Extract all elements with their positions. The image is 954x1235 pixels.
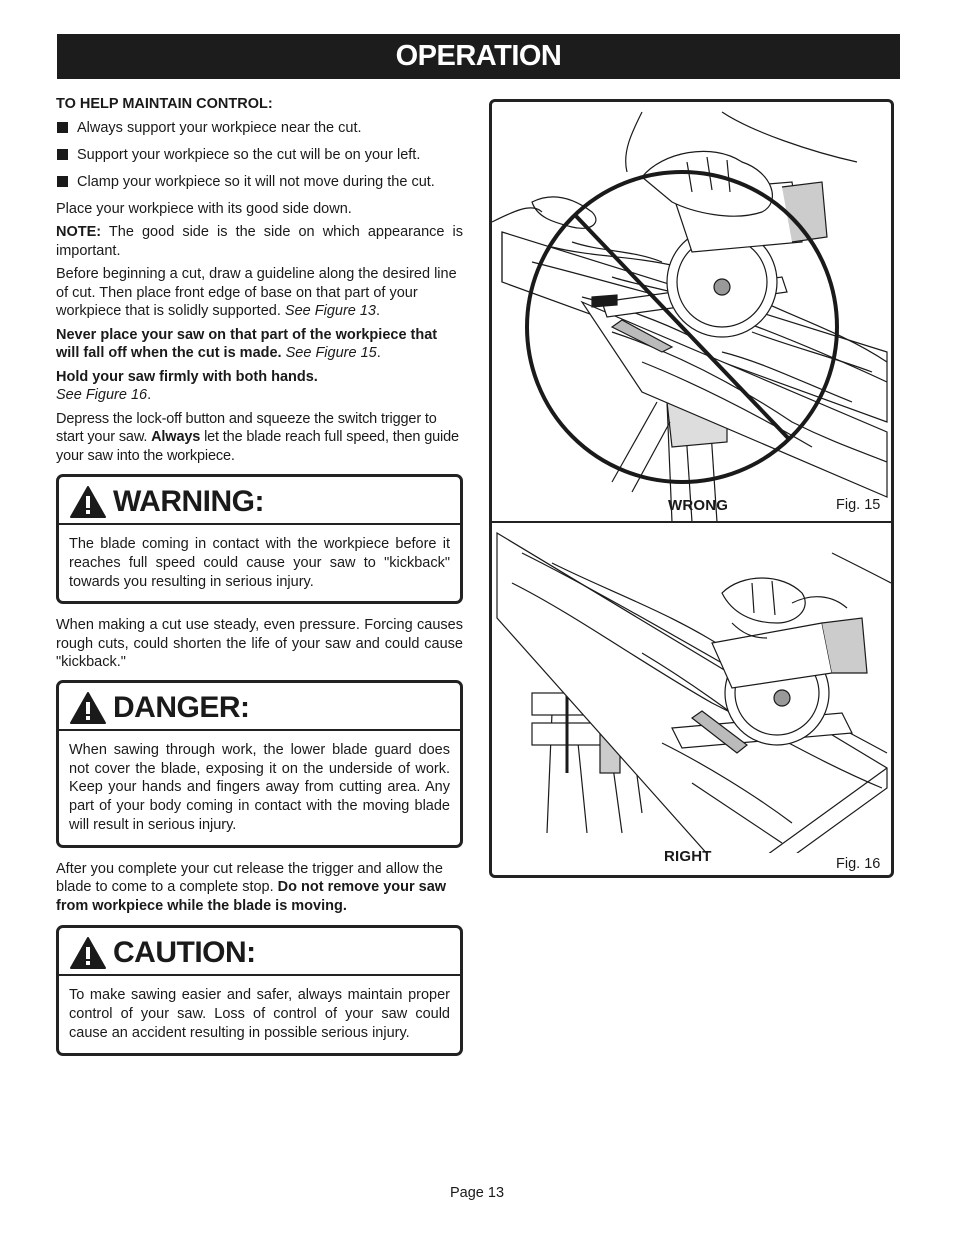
- danger-body: When sawing through work, the lower blade guard does not cover the blade, exposing it on the underside of work. Keep your hands and fingers away from cutting area. Any part of your body coming in contact with the moving blade will result in serious injury.: [69, 741, 450, 834]
- warning-triangle-icon: [69, 936, 107, 970]
- warning-title: WARNING:: [113, 485, 264, 518]
- warning-body: The blade coming in contact with the workpiece before it reaches full speed could cause your saw to "kickback" towards you resulting in serious injury.: [69, 536, 450, 590]
- square-bullet-icon: [57, 176, 68, 187]
- period: .: [376, 345, 381, 361]
- page-number: Page 13: [449, 1185, 505, 1201]
- list-item: [56, 119, 463, 138]
- never-place-paragraph: [56, 326, 463, 363]
- depress-text-end: let the blade reach full speed, then guide your saw into the workpiece.: [56, 429, 459, 464]
- list-item: [56, 146, 463, 165]
- warning-title-row: [59, 485, 460, 525]
- after-cut-text: After you complete your cut release the trigger and allow the blade to come to a complete stop.: [56, 860, 443, 896]
- control-heading: TO HELP MAINTAIN CONTROL:: [56, 96, 273, 112]
- depress-text: Depress the lock-off button and squeeze the switch trigger to start your saw.: [56, 410, 437, 445]
- never-place-text: Never place your saw on that part of the workpiece that will fall off when the cut is made.: [56, 326, 438, 361]
- steady-pressure-paragraph: When making a cut use steady, even pressure. Forcing causes rough cuts, could shorten the life of your saw and could cause "kickback.": [56, 617, 463, 671]
- figure-16-reference: See Figure 16: [56, 387, 148, 403]
- control-list: [56, 119, 463, 192]
- square-bullet-icon: [57, 122, 68, 133]
- note-label: NOTE:: [56, 224, 102, 240]
- caution-title: CAUTION:: [113, 936, 256, 970]
- figure-15-illustration: [492, 102, 891, 521]
- list-item-text: Support your workpiece so the cut will be on your left.: [77, 146, 421, 163]
- warning-triangle-icon: [69, 691, 107, 725]
- list-item-text: Always support your workpiece near the cut.: [77, 119, 362, 136]
- note-paragraph: [56, 223, 463, 260]
- square-bullet-icon: [57, 149, 68, 160]
- period: .: [376, 303, 381, 319]
- page-title: OPERATION: [395, 40, 562, 72]
- figure-15-label: Fig. 15: [836, 497, 881, 513]
- hold-saw-paragraph: [56, 368, 463, 405]
- after-cut-paragraph: [56, 860, 463, 916]
- figures-panel: [489, 99, 894, 878]
- caution-box: [56, 925, 463, 1055]
- danger-title: DANGER:: [113, 690, 250, 724]
- depress-paragraph: [56, 410, 463, 466]
- good-side-paragraph: Place your workpiece with its good side down.: [56, 200, 352, 217]
- period: .: [147, 387, 152, 403]
- do-not-remove-text: Do not remove your saw from workpiece while the blade is moving.: [56, 879, 447, 914]
- figure-13-reference: See Figure 13: [284, 303, 376, 319]
- hold-saw-text: Hold your saw firmly with both hands.: [56, 368, 318, 385]
- caution-body: To make sawing easier and safer, always maintain proper control of your saw. Loss of control of your saw could cause an accident resulting in possible serious injury.: [69, 987, 450, 1041]
- warning-box: [56, 474, 463, 604]
- danger-title-row: [59, 691, 460, 731]
- caution-title-row: [59, 936, 460, 976]
- danger-box: [56, 680, 463, 848]
- figure-15-caption: WRONG: [668, 497, 729, 514]
- warning-triangle-icon: [69, 485, 107, 519]
- section-header-bar: [57, 34, 900, 79]
- figure-16-illustration: [492, 523, 891, 853]
- note-text: The good side is the side on which appearance is important.: [56, 224, 463, 259]
- figure-15-reference: See Figure 15: [281, 345, 377, 361]
- list-item: [56, 173, 463, 192]
- figure-16-label: Fig. 16: [836, 856, 881, 872]
- guideline-text: Before beginning a cut, draw a guideline along the desired line of cut. Then place front edge of base on that part of your workpiece that is solidly supported.: [56, 266, 457, 319]
- guideline-paragraph: [56, 265, 463, 321]
- list-item-text: Clamp your workpiece so it will not move during the cut.: [77, 173, 435, 190]
- left-column: [56, 95, 463, 1068]
- figure-16-caption: RIGHT: [664, 848, 712, 865]
- always-text: Always: [151, 429, 201, 445]
